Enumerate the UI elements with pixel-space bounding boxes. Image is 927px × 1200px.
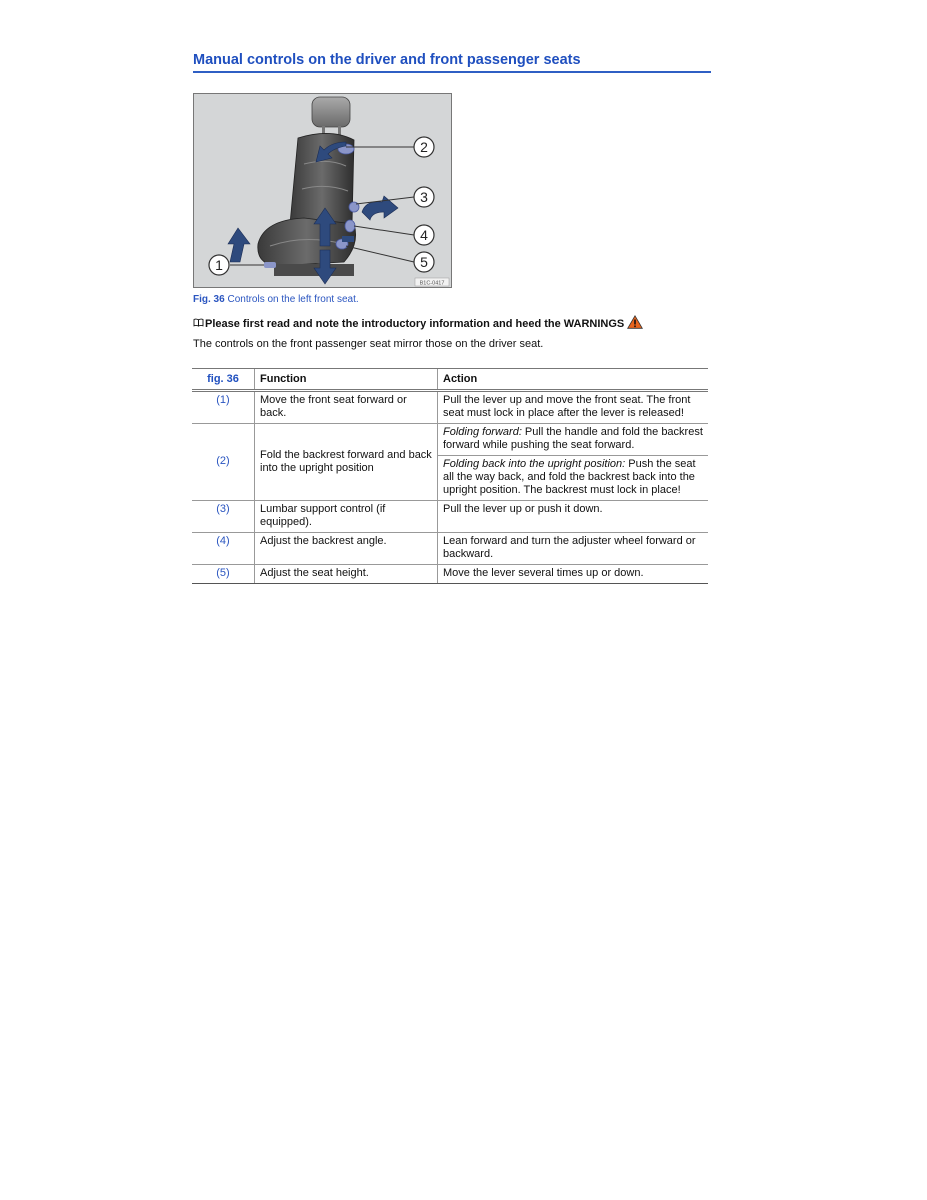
intro-text: The controls on the front passenger seat mirror those on the driver seat.: [193, 338, 544, 350]
row-function: Lumbar support control (if equipped).: [255, 501, 438, 533]
header-function: Function: [255, 369, 438, 391]
page-title: Manual controls on the driver and front passenger seats: [193, 52, 711, 73]
figure-code: B1C-0417: [419, 280, 445, 287]
table-row: [192, 533, 708, 565]
table-row: [192, 565, 708, 584]
callout-2: [414, 137, 434, 157]
table-row: [192, 424, 708, 456]
figure-caption-label: Fig. 36: [193, 294, 225, 305]
svg-text:1: 1: [215, 257, 223, 273]
figure-caption: [193, 294, 359, 305]
callout-4: [414, 225, 434, 245]
header-fig: fig. 36: [192, 369, 255, 391]
action-text: Push the seat all the way back, and fold the backrest back into the upright position. The backrest must lock in place!: [443, 458, 696, 496]
action-text: Pull the handle and fold the backrest forward while pushing the seat forward.: [443, 426, 703, 451]
row-number: (3): [192, 501, 255, 533]
row-action: Pull the lever up or push it down.: [438, 501, 709, 533]
seat-figure: [193, 93, 452, 288]
row-action: [438, 424, 709, 456]
row-number: (4): [192, 533, 255, 565]
callout-5: [414, 252, 434, 272]
row-function: Move the front seat forward or back.: [255, 391, 438, 424]
book-icon: [193, 318, 204, 330]
notice-text: Please first read and note the introductory information and heed the WARNINGS: [205, 317, 625, 330]
figure-caption-text: Controls on the left front seat.: [227, 294, 359, 305]
row-function: Adjust the backrest angle.: [255, 533, 438, 565]
svg-text:3: 3: [420, 189, 428, 205]
row-action: Pull the lever up and move the front seat. The front seat must lock in place after the lever is released!: [438, 391, 709, 424]
header-action: Action: [438, 369, 709, 391]
action-label: Folding forward:: [443, 426, 522, 438]
row-number: (1): [192, 391, 255, 424]
warnings-notice: [193, 315, 643, 332]
car-seat-illustration: [194, 94, 451, 287]
controls-table: [192, 368, 708, 584]
table-header-row: [192, 369, 708, 391]
row-number: (5): [192, 565, 255, 584]
svg-text:4: 4: [420, 227, 428, 243]
row-action: Lean forward and turn the adjuster wheel forward or backward.: [438, 533, 709, 565]
svg-text:2: 2: [420, 139, 428, 155]
callout-3: [414, 187, 434, 207]
row-function: Fold the backrest forward and back into the upright position: [255, 424, 438, 501]
row-function: Adjust the seat height.: [255, 565, 438, 584]
svg-text:5: 5: [420, 254, 428, 270]
table-row: [192, 391, 708, 424]
action-label: Folding back into the upright position:: [443, 458, 626, 470]
warning-triangle-icon: [627, 315, 643, 332]
callout-1: [209, 255, 229, 275]
table-row: [192, 501, 708, 533]
row-action: Move the lever several times up or down.: [438, 565, 709, 584]
row-number: (2): [192, 424, 255, 501]
row-action: [438, 456, 709, 501]
